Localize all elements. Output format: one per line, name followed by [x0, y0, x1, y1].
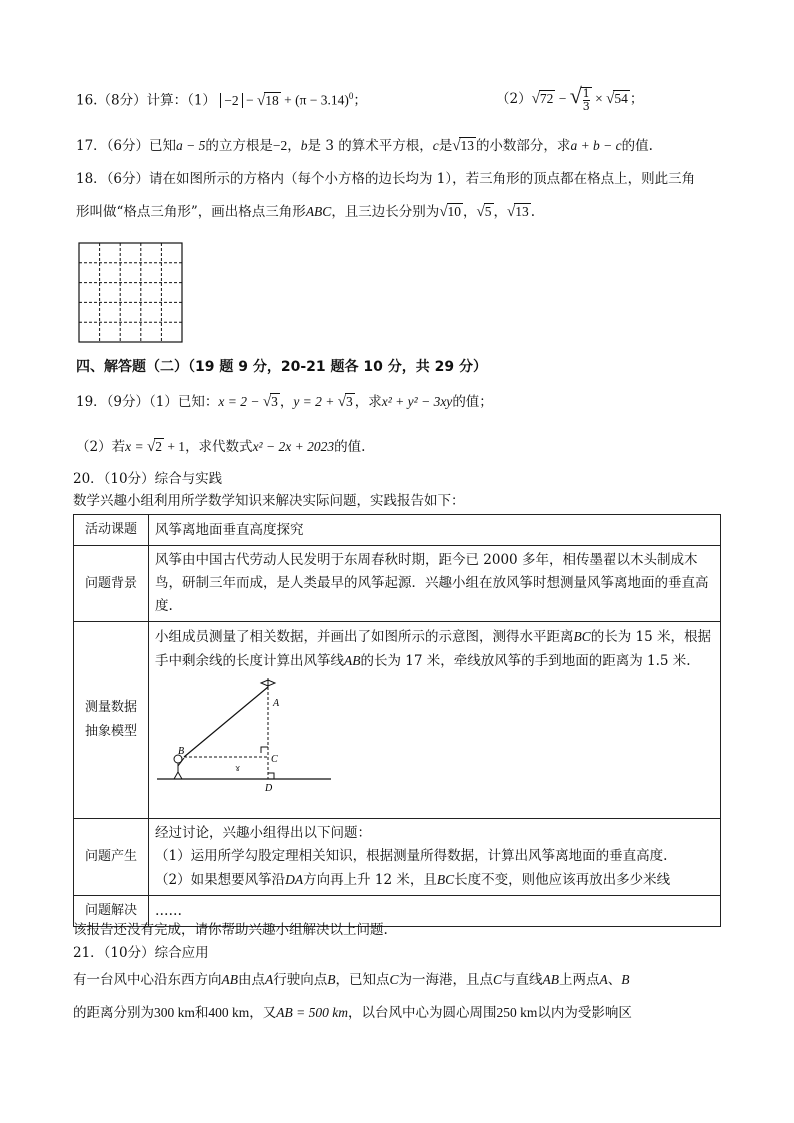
- math-expr: x = 2 −: [218, 394, 263, 409]
- label-b: B: [178, 746, 185, 757]
- q21-text: ，以台风中心为圆心周围: [348, 1005, 497, 1021]
- math-expr: y = 2 +: [293, 394, 338, 409]
- math-var: b: [300, 138, 308, 153]
- issue-text: 长度不变，则他应该再放出多少米线: [454, 872, 671, 888]
- right-angle-c: [261, 747, 268, 753]
- times-sign: ×: [591, 91, 607, 106]
- math-var: AB: [344, 653, 361, 668]
- math-expr: x² − 2x + 2023: [252, 439, 335, 454]
- table-row: [74, 546, 721, 622]
- math-var: A: [599, 972, 608, 987]
- math-expr: x² + y² − 3xy: [381, 394, 453, 409]
- row-key: 问题背景: [74, 546, 149, 622]
- radicand-10: 10: [447, 204, 462, 219]
- practice-report-table: [73, 514, 721, 927]
- math-var: C: [389, 972, 399, 987]
- label-c: C: [271, 754, 278, 765]
- issue-item-2: [155, 868, 714, 892]
- q18-text: 形叫做“格点三角形”，画出格点三角形: [76, 204, 306, 220]
- q20-outro: 该报告还没有完成，请你帮助兴趣小组解决以上问题.: [73, 922, 388, 938]
- sqrt-sign-icon: √: [262, 394, 272, 410]
- math-var: A: [265, 972, 274, 987]
- radicand-54: 54: [614, 91, 628, 106]
- q21-text: 上两点: [559, 972, 600, 988]
- q19-text: 的值.: [334, 439, 366, 455]
- q17-text: 的值.: [621, 138, 653, 154]
- q17-text: 的立方根是: [205, 138, 273, 154]
- math-var: BC: [436, 872, 455, 887]
- sqrt-sign-icon: √: [476, 204, 485, 220]
- exponent-zero: 0: [348, 91, 354, 101]
- paren-expr: (π − 3.14): [295, 92, 349, 108]
- q21-text: 有一台风中心沿东西方向: [73, 972, 222, 988]
- sqrt-sign-icon: √: [337, 394, 347, 410]
- sqrt-sign-icon: √: [256, 92, 266, 109]
- q21-title: 21．（10分）综合应用: [73, 945, 209, 961]
- q21-text: 的距离分别为: [73, 1005, 154, 1021]
- math-var: ABC: [305, 204, 332, 219]
- math-var: AB: [221, 972, 238, 987]
- radicand-2: 2: [155, 439, 162, 454]
- q17-text: 是: [438, 138, 453, 154]
- row-key-text: 测量数据抽象模型: [84, 700, 137, 739]
- minus-sign: −: [555, 91, 570, 106]
- math-var: B: [621, 972, 630, 987]
- minus-sign: −: [242, 92, 257, 108]
- sqrt-sign-icon: √: [452, 138, 461, 154]
- sqrt-sign-icon: √: [569, 83, 582, 108]
- q16-score: （8分）: [97, 92, 147, 109]
- kite-diagram: [155, 675, 335, 793]
- q16-part2: [496, 83, 644, 113]
- math-expr: a − 5: [176, 138, 206, 153]
- q21-line1: [73, 970, 630, 990]
- label-a: A: [273, 698, 280, 709]
- q21-text: 为一海港，且点: [398, 972, 494, 988]
- issue-text: （2）如果想要风筝沿: [155, 872, 286, 888]
- measure-text: 小组成员测量了相关数据，并画出了如图所示的示意图，测得水平距离: [155, 629, 574, 645]
- radicand-72: 72: [539, 91, 554, 106]
- math-var: B: [327, 972, 336, 987]
- math-expr: AB = 500 km: [276, 1005, 348, 1020]
- radicand-3: 3: [271, 394, 278, 409]
- grass-icon: ɤ: [235, 764, 241, 774]
- fraction: [581, 87, 592, 113]
- math-var: C: [493, 972, 503, 987]
- q19-text: （2）若: [76, 439, 126, 455]
- q16-lead: 计算：: [146, 92, 188, 109]
- period: .: [530, 204, 536, 220]
- section-4-heading: 四、解答题（二）（19 题 9 分，20-21 题各 10 分，共 29 分）: [76, 359, 487, 375]
- q21-text: 、: [607, 972, 622, 988]
- fraction-denominator: 3: [582, 99, 590, 113]
- row-value: ……: [149, 896, 721, 927]
- grid-border: [79, 243, 182, 342]
- row-key: 问题解决: [74, 896, 149, 927]
- distance-value: 250 km: [496, 1005, 538, 1020]
- separator: ，: [279, 394, 294, 410]
- row-value: [149, 622, 721, 819]
- distance-value: 300 km: [154, 1005, 195, 1020]
- math-expr: + 1: [163, 439, 186, 454]
- q21-text: 行驶向点: [273, 972, 328, 988]
- grid-dashed-lines: [79, 243, 182, 342]
- row-value: 风筝由中国古代劳动人民发明于东周春秋时期，距今已 2000 多年，相传墨翟以木头制成木鸟，研制三年而成，是人类最早的风筝起源．兴趣小组在放风筝时想测量风筝离地面的垂直高度.: [149, 546, 721, 622]
- q17-text: 17．（6分）已知: [76, 138, 177, 154]
- grid-svg: [78, 242, 184, 344]
- q19-part1: [76, 392, 493, 412]
- q18-line2: [76, 202, 535, 222]
- issue-text: 方向再上升 12 米，且: [303, 872, 437, 888]
- row-key: 问题产生: [74, 819, 149, 896]
- math-var: BC: [573, 629, 591, 644]
- plus-sign: +: [280, 92, 296, 108]
- sqrt-sign-icon: √: [606, 91, 615, 107]
- q21-line2: [73, 1003, 632, 1023]
- square-grid: [78, 242, 184, 348]
- person-icon: [174, 755, 184, 779]
- q16-part1-label: （1）: [187, 92, 216, 109]
- measure-text: 的长为 17 米，牵线放风筝的手到地面的距离为 1.5 米.: [360, 653, 691, 669]
- q16-line: [76, 86, 367, 111]
- row-key: [74, 622, 149, 819]
- q20-intro: 数学兴趣小组利用所学数学知识来解决实际问题，实践报告如下：: [73, 493, 465, 509]
- radicand-13: 13: [460, 138, 474, 153]
- math-value: −2: [272, 138, 288, 153]
- q21-text: 和: [194, 1005, 209, 1021]
- q19-text: ，求: [354, 394, 382, 410]
- math-var: DA: [285, 872, 304, 887]
- math-expr: a + b − c: [570, 138, 622, 153]
- q21-text: 由点: [238, 972, 265, 988]
- sqrt-sign-icon: √: [531, 91, 540, 107]
- radicand-5: 5: [484, 204, 492, 219]
- radicand-3: 3: [346, 394, 353, 409]
- abs-value: −2: [220, 93, 242, 108]
- sqrt-sign-icon: √: [146, 439, 156, 455]
- semicolon: ；: [629, 91, 644, 107]
- measure-text: 的长为 15 米，根据手中剩余线的长度计算出风筝线: [155, 629, 712, 669]
- math-expr: x =: [125, 439, 147, 454]
- issue-item-1: （1）运用所学勾股定理相关知识，根据测量所得数据，计算出风筝离地面的垂直高度.: [155, 848, 668, 864]
- kite-icon: [261, 678, 275, 688]
- table-row: [74, 622, 721, 819]
- q21-text: ，已知点: [335, 972, 390, 988]
- math-var: c: [432, 138, 439, 153]
- label-d: D: [265, 783, 273, 793]
- q17-text: ，: [287, 138, 301, 154]
- q19-text: 19．（9分）（1）已知：: [76, 394, 219, 410]
- q18-line1: 18．（6分）请在如图所示的方格内（每个小方格的边长均为 1），若三角形的顶点都在格点上，则此三角: [76, 171, 696, 187]
- right-angle-d: [268, 773, 274, 779]
- separator: ，: [493, 204, 508, 220]
- q16-part2-label: （2）: [496, 91, 532, 107]
- row-value: 风筝离地面垂直高度探究: [149, 515, 721, 546]
- q19-text: 的值；: [452, 394, 493, 410]
- q19-part2: [76, 437, 365, 457]
- radicand-13: 13: [515, 204, 529, 219]
- kite-string: [184, 687, 268, 757]
- measurement-text: [155, 625, 714, 673]
- q21-text: 以内为受影响区: [537, 1005, 632, 1021]
- issue-lead: 经过讨论，兴趣小组得出以下问题：: [155, 825, 371, 841]
- radicand-18: 18: [265, 92, 279, 108]
- q21-text: ，又: [249, 1005, 277, 1021]
- q21-text: 与直线: [502, 972, 543, 988]
- q16-number: 16.: [76, 92, 98, 109]
- sqrt-sign-icon: √: [439, 204, 448, 220]
- q17-text: 的小数部分，求: [475, 138, 571, 154]
- row-value: [149, 819, 721, 896]
- q19-text: ，求代数式: [185, 439, 253, 455]
- q18-text: ，且三边长分别为: [331, 204, 440, 220]
- math-var: AB: [542, 972, 560, 987]
- q17-text: 是 3 的算术平方根，: [307, 138, 433, 154]
- table-row: [74, 515, 721, 546]
- q17-line: [76, 136, 653, 156]
- fraction-numerator: 1: [582, 86, 590, 100]
- sqrt-sign-icon: √: [507, 204, 516, 220]
- table-row: [74, 819, 721, 896]
- distance-value: 400 km: [208, 1005, 250, 1020]
- separator: ，: [463, 204, 477, 220]
- row-key: 活动课题: [74, 515, 149, 546]
- semicolon: ；: [353, 92, 367, 109]
- q20-title: 20．（10分）综合与实践: [73, 471, 223, 487]
